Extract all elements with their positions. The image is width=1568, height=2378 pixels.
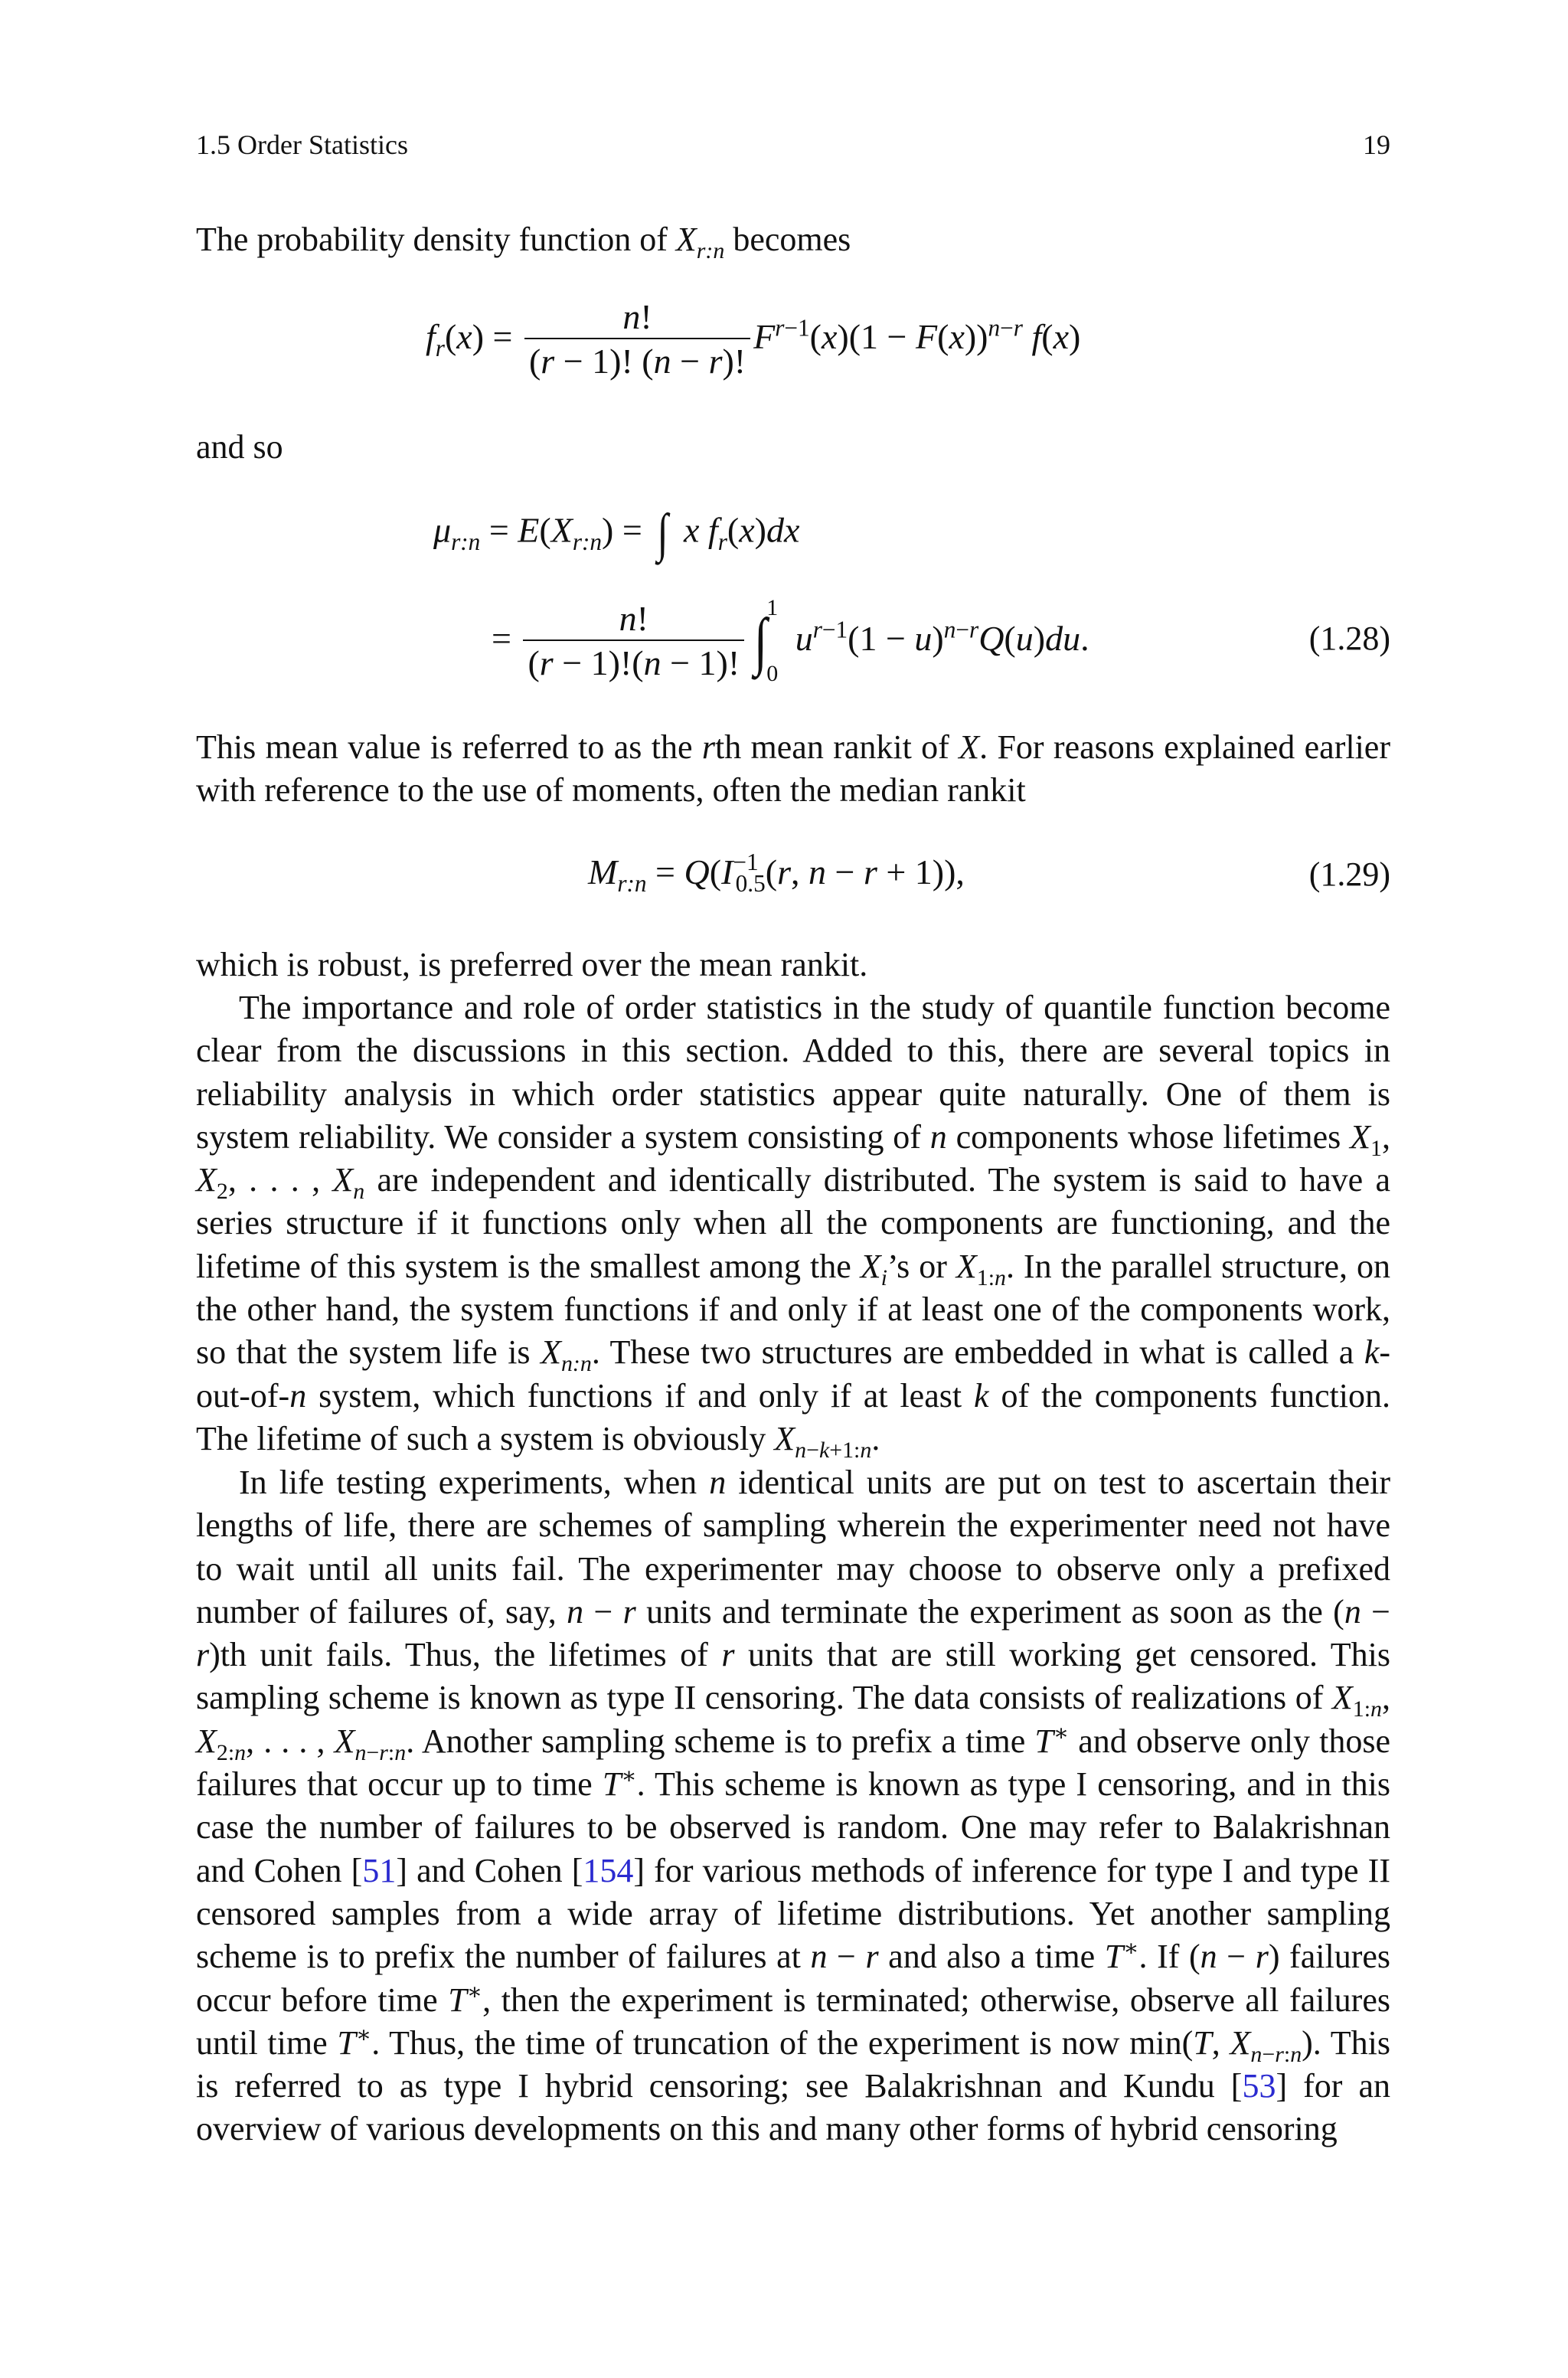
citation-link[interactable]: 154 [583,1851,634,1889]
mean-fraction [523,599,744,685]
equation-number-1-28: (1.28) [1308,620,1390,657]
citation-link[interactable]: 51 [362,1851,397,1889]
median-rankit-equation: $M_{r:n} = Q(I^{-1}_{0.5}(r$, n − r + 1)), [588,848,965,898]
pdf-denominator: (r − 1)! (n − r)! [528,341,746,381]
robust-paragraph: which is robust, is preferred over the mean rankit. [196,946,868,983]
page-number: 19 [1363,129,1390,160]
and-so-text: and so [196,428,283,466]
life-testing-paragraph: In life testing experiments, when n identical units are put on test to ascertain their lengths of life, there are schemes of sampling wherein the experimenter need not have to wait until all units fail. The experimenter may choose to observe only a prefixed number of failures of, say, n − r units and terminate the experiment as soon as the (n − r)th unit fails. Thus, the lifetimes of r units that are still working get censored. This sampling scheme is known as type II censoring. The data consists of realizations of $X_{1:n}$, $X_{2:n}$, . . . , $X_{n-r:n}$. Another sampling scheme is to prefix a time T∗ and observe only those failures that occur up to time T∗. This scheme is known as type I censoring, and in this case the number of failures to be observed is random. One may refer to Balakrishnan and Cohen [51] and Cohen [154] for various methods of inference for type I and type II censored samples from a wide array of lifetime distributions. Yet another sampling scheme is to prefix the number of failures at n − r and also a time T∗. If (n − r) failures occur before time T∗, then the experiment is terminated; otherwise, observe all failures until time T∗. Thus, the time of truncation of the experiment is now min(T, $X_{n-r:n}$). This is referred to as type I hybrid censoring; see Balakrishnan and Kundu [53] for an overview of various developments on this and many other forms of hybrid censoring [196,1464,1391,2148]
pdf-numerator: n! [524,297,750,339]
importance-paragraph: The importance and role of order statistics in the study of quantile function become clear from the discussions in this section. Added to this, there are several topics in reliability analysis in which order statistics appear quite naturally. One of them is system reliability. We consider a system consisting of n components whose lifetimes $X_1$, $X_2$, . . . , $X_n$ are independent and identically distributed. The system is said to have a series structure if it functions only when all the components are functioning, and the lifetime of this system is the smallest among the $X_i’s$ or $X_{1:n}$. In the parallel structure, on the other hand, the system functions if and only if at least one of the components work, so that the system life is $X_{n:n}$. These two structures are embedded in what is called a k-out-of-n system, which functions if and only if at least k of the components function. The lifetime of such a system is obviously $X_{n-k+1:n}$. [196,989,1391,1463]
mean-rankit-paragraph: This mean value is referred to as the rth mean rankit of X. For reasons explained earlier with reference to the use of moments, often the median rankit [196,728,1390,810]
mean-denominator: (r − 1)!(n − 1)! [528,643,740,682]
citation-link[interactable]: 53 [1242,2067,1276,2105]
section-title: 1.5 Order Statistics [196,129,408,160]
integral-sign: ∫ [754,606,768,678]
pdf-equation: $f_r(x)$ = $\frac{n!}{(r - 1)! (n - r)!}$ $F^{r-1}(x)(1 - F(x))^{n-r}$ f(x) [426,297,1080,383]
mean-numerator: n! [523,599,744,641]
equation-number-1-29: (1.29) [1308,855,1390,893]
mean-equation-line2: = $\frac{n!}{(r - 1)!(n - 1)!}$ ∫ 1 0 $u^{r-1}(1 - u)^{n-r}Q(u)du$. [492,595,1089,687]
mean-equation-line1: $\mu_{r:n} = E(X_{r:n})$ = ∫ x $f_r(x)dx$ [433,504,800,563]
pdf-intro-paragraph: The probability density function of $X_{r:n}$ becomes [196,221,851,263]
integral-limits: 1 0 [766,595,779,687]
pdf-fraction [524,297,750,383]
